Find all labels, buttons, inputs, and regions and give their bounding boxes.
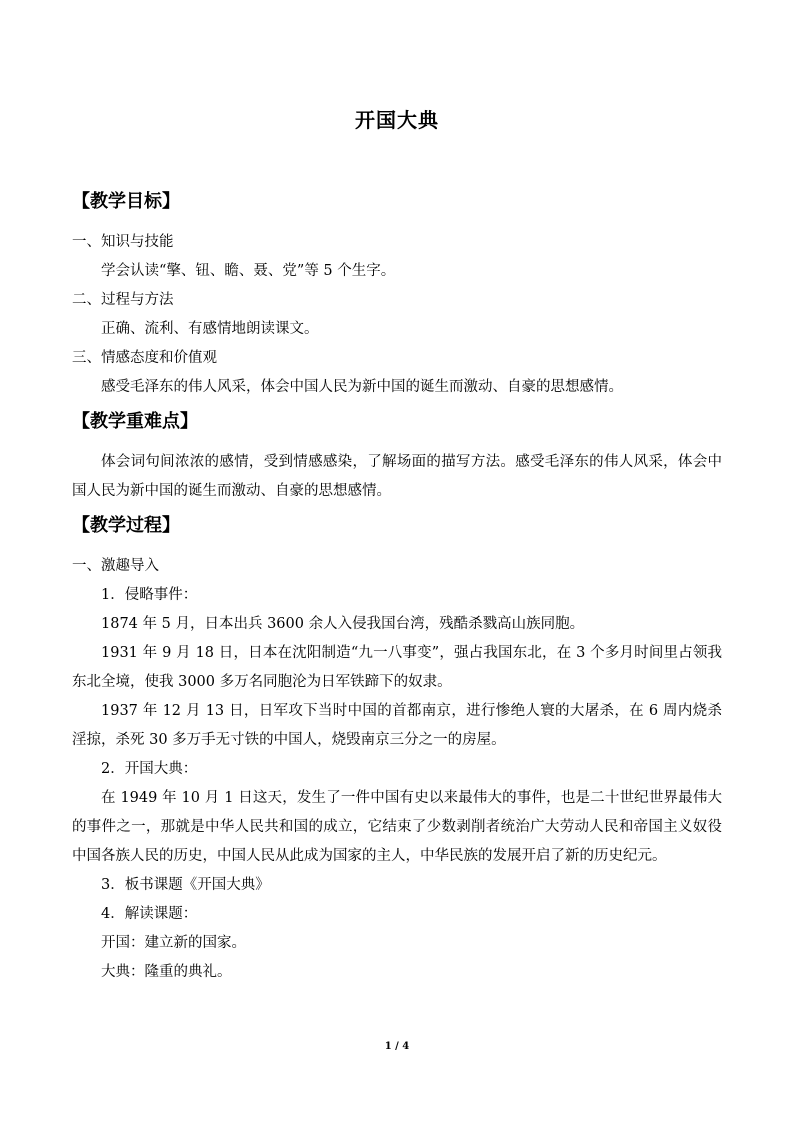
founding-text: 在 1949 年 10 月 1 日这天，发生了一件中国有史以来最伟大的事件，也是二十世纪世界最伟大的事件之一，那就是中华人民共和国的成立，它结束了少数剥削者统治广大劳动人民和帝国主义奴役中国各族人民的历史，中国人民从此成为国家的主人，中华民族的发展开启了新的历史纪元。 bbox=[72, 790, 722, 864]
process-step-3: 3．板书课题《开国大典》 bbox=[101, 877, 270, 893]
goal-item-1-title: 一、知识与技能 bbox=[72, 234, 174, 250]
goal-item-3-text: 感受毛泽东的伟人风采，体会中国人民为新中国的诞生而激动、自豪的思想感情。 bbox=[101, 379, 623, 395]
goal-item-2-text: 正确、流利、有感情地朗读课文。 bbox=[101, 321, 319, 337]
process-step-4: 4．解读课题： bbox=[101, 906, 198, 922]
key-points-text: 体会词句间浓浓的感情，受到情感感染，了解场面的描写方法。感受毛泽东的伟人风采，体会中国人民为新中国的诞生而激动、自豪的思想感情。 bbox=[72, 454, 722, 499]
definition-dadian: 大典：隆重的典礼。 bbox=[101, 964, 232, 980]
document-body bbox=[72, 182, 722, 987]
document-title: 开国大典 bbox=[355, 108, 439, 132]
page-number: 1 / 4 bbox=[384, 1041, 410, 1052]
definition-kaiguo: 开国：建立新的国家。 bbox=[101, 935, 246, 951]
goal-item-3-title: 三、情感态度和价值观 bbox=[72, 350, 217, 366]
section-heading-key-points: 【教学重难点】 bbox=[72, 411, 198, 432]
event-1874: 1874 年 5 月，日本出兵 3600 余人入侵我国台湾，残酷杀戮高山族同胞。 bbox=[101, 616, 585, 632]
goal-item-2-title: 二、过程与方法 bbox=[72, 292, 174, 308]
section-heading-process: 【教学过程】 bbox=[72, 515, 180, 536]
event-1931: 1931 年 9 月 18 日，日本在沈阳制造“九一八事变”，强占我国东北，在 3 个多月时间里占领我东北全境，使我 3000 多万名同胞沦为日军铁蹄下的奴隶。 bbox=[72, 645, 722, 690]
process-part-1-title: 一、激趣导入 bbox=[72, 558, 159, 574]
process-step-1: 1．侵略事件： bbox=[101, 587, 198, 603]
event-1937: 1937 年 12 月 13 日，日军攻下当时中国的首都南京，进行惨绝人寰的大屠杀，在 6 周内烧杀淫掠，杀死 30 多万手无寸铁的中国人，烧毁南京三分之一的房屋。 bbox=[72, 703, 722, 748]
section-heading-goals: 【教学目标】 bbox=[72, 191, 180, 212]
process-step-2: 2．开国大典： bbox=[101, 761, 198, 777]
goal-item-1-text: 学会认读“擎、钮、瞻、聂、党”等 5 个生字。 bbox=[101, 263, 396, 279]
